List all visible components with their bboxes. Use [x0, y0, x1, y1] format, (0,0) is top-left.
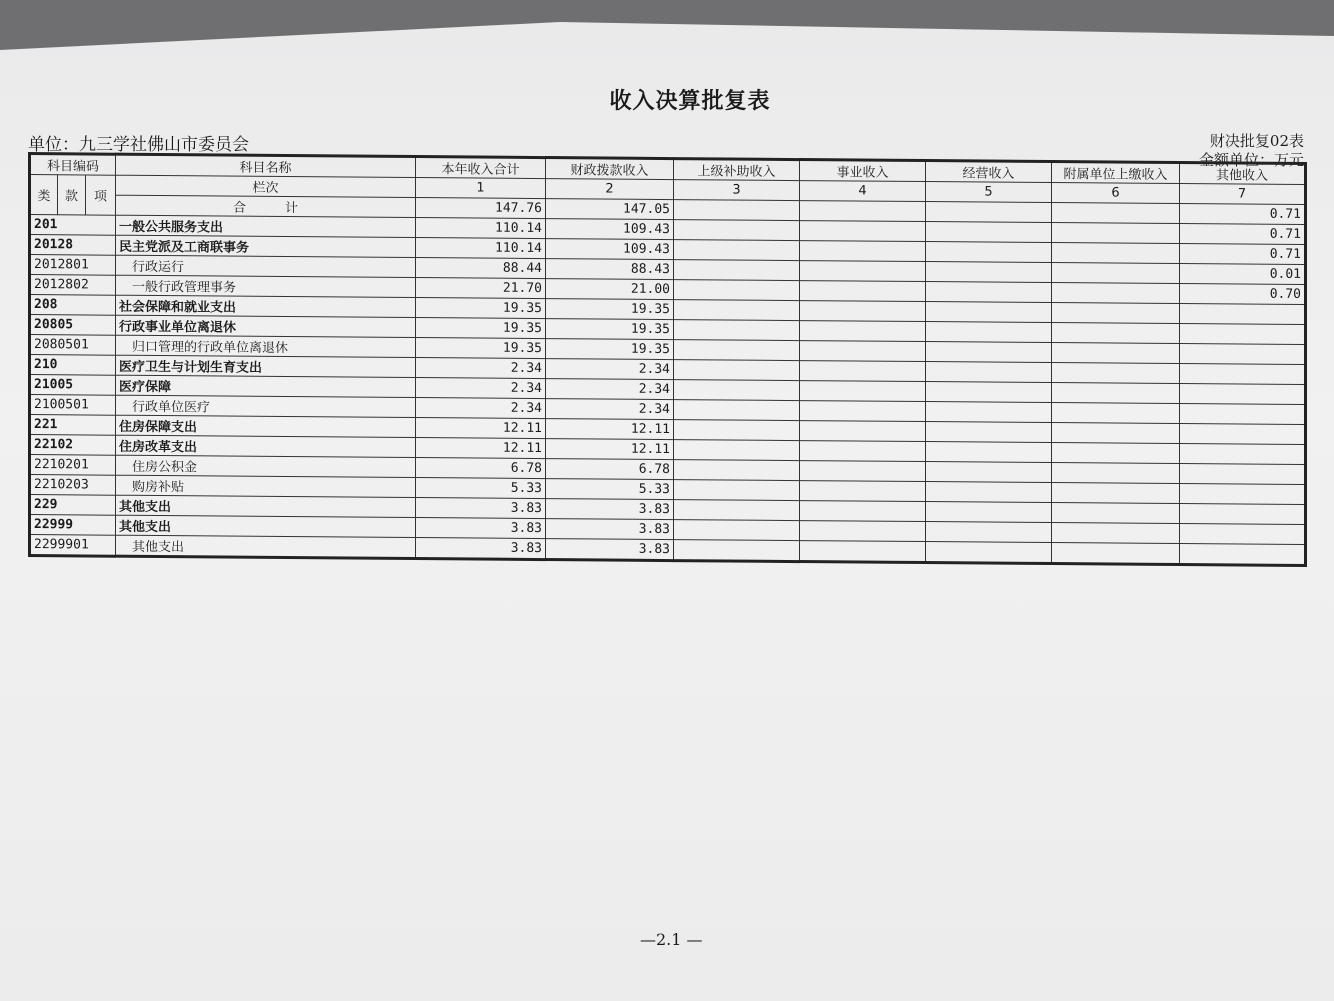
row-c7: [1180, 324, 1306, 345]
row-c3: [674, 400, 800, 421]
row-c1: 12.11: [416, 418, 546, 439]
row-c7: [1180, 544, 1306, 566]
row-c3: [674, 520, 800, 541]
row-c1: 110.14: [416, 238, 546, 259]
row-c5: [926, 402, 1052, 423]
row-code: 2080501: [30, 335, 116, 356]
row-c1: 19.35: [416, 318, 546, 339]
total-label: 合 计: [116, 195, 416, 217]
row-c7: [1180, 424, 1306, 445]
row-c3: [674, 260, 800, 281]
total-c6: [1052, 203, 1180, 224]
row-c5: [926, 262, 1052, 283]
row-name: 民主党派及工商联事务: [116, 235, 416, 257]
row-c3: [674, 280, 800, 301]
row-c3: [674, 340, 800, 361]
row-name: 住房保障支出: [116, 415, 416, 437]
row-c1: 2.34: [416, 398, 546, 419]
row-c3: [674, 540, 800, 562]
row-c5: [926, 222, 1052, 243]
row-c6: [1052, 503, 1180, 524]
row-c1: 3.83: [416, 498, 546, 519]
amount-unit: 金额单位：万元: [1198, 151, 1304, 169]
row-c6: [1052, 443, 1180, 464]
row-code: 2210201: [30, 455, 116, 476]
col-num-5: 5: [926, 182, 1052, 203]
row-code: 2012801: [30, 255, 116, 276]
row-c5: [926, 442, 1052, 463]
row-c3: [674, 500, 800, 521]
row-code: 2012802: [30, 275, 116, 296]
row-c5: [926, 482, 1052, 503]
row-c1: 110.14: [416, 218, 546, 239]
row-name: 归口管理的行政单位离退休: [116, 335, 416, 357]
row-c6: [1052, 303, 1180, 324]
row-c3: [674, 240, 800, 261]
row-c7: [1180, 464, 1306, 485]
row-c4: [800, 321, 926, 342]
header-col-6: 附属单位上缴收入: [1052, 162, 1180, 184]
row-c7: 0.71: [1180, 224, 1306, 245]
row-c2: 19.35: [546, 319, 674, 340]
row-c5: [926, 302, 1052, 323]
row-c4: [800, 261, 926, 282]
row-c5: [926, 282, 1052, 303]
row-c7: [1180, 484, 1306, 505]
row-c2: 19.35: [546, 299, 674, 320]
row-c1: 2.34: [416, 358, 546, 379]
row-c4: [800, 241, 926, 262]
row-code: 210: [30, 355, 116, 376]
row-c3: [674, 300, 800, 321]
row-c1: 2.34: [416, 378, 546, 399]
row-c4: [800, 361, 926, 382]
row-c7: [1180, 364, 1306, 385]
row-c2: 19.35: [546, 339, 674, 360]
unit-label: 单位：九三学社佛山市委员会: [28, 135, 249, 155]
row-c1: 3.83: [416, 518, 546, 539]
row-c7: [1180, 384, 1306, 405]
row-c5: [926, 242, 1052, 263]
row-c6: [1052, 383, 1180, 404]
header-col-7: 其他收入: [1180, 163, 1306, 185]
row-c3: [674, 220, 800, 241]
row-c4: [800, 501, 926, 522]
row-c7: [1180, 344, 1306, 365]
row-c7: 0.71: [1180, 244, 1306, 265]
row-c1: 88.44: [416, 258, 546, 279]
table-body: [30, 215, 1306, 566]
row-c6: [1052, 223, 1180, 244]
row-c6: [1052, 403, 1180, 424]
row-c5: [926, 502, 1052, 523]
col-num-4: 4: [800, 181, 926, 202]
header-kuan: 款: [58, 175, 86, 215]
row-code: 2100501: [30, 395, 116, 416]
row-name: 行政单位医疗: [116, 395, 416, 417]
row-name: 行政运行: [116, 255, 416, 277]
row-code: 208: [30, 295, 116, 316]
total-c4: [800, 201, 926, 222]
row-code: 22102: [30, 435, 116, 456]
row-c4: [800, 421, 926, 442]
header-col-4: 事业收入: [800, 160, 926, 182]
row-c6: [1052, 463, 1180, 484]
row-c1: 21.70: [416, 278, 546, 299]
row-c2: 3.83: [546, 519, 674, 540]
row-c2: 12.11: [546, 439, 674, 460]
row-code: 20805: [30, 315, 116, 336]
col-num-6: 6: [1052, 183, 1180, 204]
row-c2: 3.83: [546, 499, 674, 520]
row-c5: [926, 542, 1052, 564]
row-c1: 12.11: [416, 438, 546, 459]
row-name: 购房补贴: [116, 475, 416, 497]
total-c2: 147.05: [546, 199, 674, 220]
row-c6: [1052, 343, 1180, 364]
row-name: 住房公积金: [116, 455, 416, 477]
header-code: 科目编码: [30, 154, 116, 176]
row-name: 社会保障和就业支出: [116, 295, 416, 317]
row-c4: [800, 281, 926, 302]
row-c7: [1180, 524, 1306, 545]
row-c7: [1180, 444, 1306, 465]
row-c5: [926, 382, 1052, 403]
page-number: —2.1 —: [640, 930, 703, 949]
form-code: 财决批复02表: [1209, 132, 1304, 150]
row-c5: [926, 322, 1052, 343]
row-c5: [926, 362, 1052, 383]
row-name: 行政事业单位离退休: [116, 315, 416, 337]
total-c5: [926, 202, 1052, 223]
row-code: 2299901: [30, 535, 116, 557]
income-table: [28, 152, 1307, 567]
row-c4: [800, 541, 926, 563]
row-c2: 2.34: [546, 379, 674, 400]
row-c5: [926, 342, 1052, 363]
row-c7: [1180, 404, 1306, 425]
row-c7: [1180, 504, 1306, 525]
col-num-2: 2: [546, 179, 674, 200]
row-code: 22999: [30, 515, 116, 536]
header-col-1: 本年收入合计: [416, 157, 546, 179]
row-c3: [674, 320, 800, 341]
row-c2: 109.43: [546, 219, 674, 240]
header-col-2: 财政拨款收入: [546, 158, 674, 180]
row-code: 21005: [30, 375, 116, 396]
row-c2: 2.34: [546, 359, 674, 380]
row-code: 2210203: [30, 475, 116, 496]
header-name: 科目名称: [116, 154, 416, 177]
header-xiang: 项: [86, 175, 116, 215]
row-c6: [1052, 263, 1180, 284]
row-c4: [800, 441, 926, 462]
row-c4: [800, 301, 926, 322]
row-c2: 109.43: [546, 239, 674, 260]
row-code: 201: [30, 215, 116, 236]
row-c6: [1052, 523, 1180, 544]
row-c4: [800, 521, 926, 542]
row-c2: 21.00: [546, 279, 674, 300]
col-num-3: 3: [674, 180, 800, 201]
row-code: 20128: [30, 235, 116, 256]
row-name: 一般行政管理事务: [116, 275, 416, 297]
row-c6: [1052, 323, 1180, 344]
row-c4: [800, 401, 926, 422]
row-name: 医疗保障: [116, 375, 416, 397]
table-container: [28, 152, 1306, 632]
row-c3: [674, 440, 800, 461]
header-lanci: 栏次: [116, 175, 416, 197]
header-lei: 类: [30, 175, 58, 215]
row-name: 医疗卫生与计划生育支出: [116, 355, 416, 377]
row-c4: [800, 221, 926, 242]
row-c6: [1052, 363, 1180, 384]
row-c6: [1052, 543, 1180, 565]
total-c3: [674, 200, 800, 221]
row-c5: [926, 422, 1052, 443]
row-name: 其他支出: [116, 495, 416, 517]
header-col-5: 经营收入: [926, 161, 1052, 183]
col-num-7: 7: [1180, 184, 1306, 205]
row-name: 其他支出: [116, 535, 416, 558]
row-c2: 2.34: [546, 399, 674, 420]
row-code: 229: [30, 495, 116, 516]
row-c3: [674, 460, 800, 481]
row-c2: 12.11: [546, 419, 674, 440]
row-code: 221: [30, 415, 116, 436]
total-c1: 147.76: [416, 198, 546, 219]
row-c3: [674, 420, 800, 441]
row-c3: [674, 480, 800, 501]
row-c3: [674, 380, 800, 401]
header-col-3: 上级补助收入: [674, 159, 800, 181]
row-c1: 19.35: [416, 338, 546, 359]
row-c2: 88.43: [546, 259, 674, 280]
row-c1: 5.33: [416, 478, 546, 499]
page-title: 收入决算批复表: [609, 89, 771, 114]
row-name: 一般公共服务支出: [116, 215, 416, 237]
row-c4: [800, 381, 926, 402]
row-name: 住房改革支出: [116, 435, 416, 457]
row-c7: 0.01: [1180, 264, 1306, 285]
row-c2: 5.33: [546, 479, 674, 500]
row-c4: [800, 341, 926, 362]
row-c4: [800, 481, 926, 502]
col-num-1: 1: [416, 178, 546, 199]
row-c1: 19.35: [416, 298, 546, 319]
row-c7: 0.70: [1180, 284, 1306, 305]
row-c5: [926, 522, 1052, 543]
row-c2: 3.83: [546, 539, 674, 561]
row-c6: [1052, 423, 1180, 444]
row-c4: [800, 461, 926, 482]
row-c1: 6.78: [416, 458, 546, 479]
total-c7: 0.71: [1180, 204, 1306, 225]
row-c2: 6.78: [546, 459, 674, 480]
row-c6: [1052, 243, 1180, 264]
row-c6: [1052, 283, 1180, 304]
row-c5: [926, 462, 1052, 483]
row-c1: 3.83: [416, 538, 546, 560]
row-c6: [1052, 483, 1180, 504]
row-c3: [674, 360, 800, 381]
row-c7: [1180, 304, 1306, 325]
row-name: 其他支出: [116, 515, 416, 537]
